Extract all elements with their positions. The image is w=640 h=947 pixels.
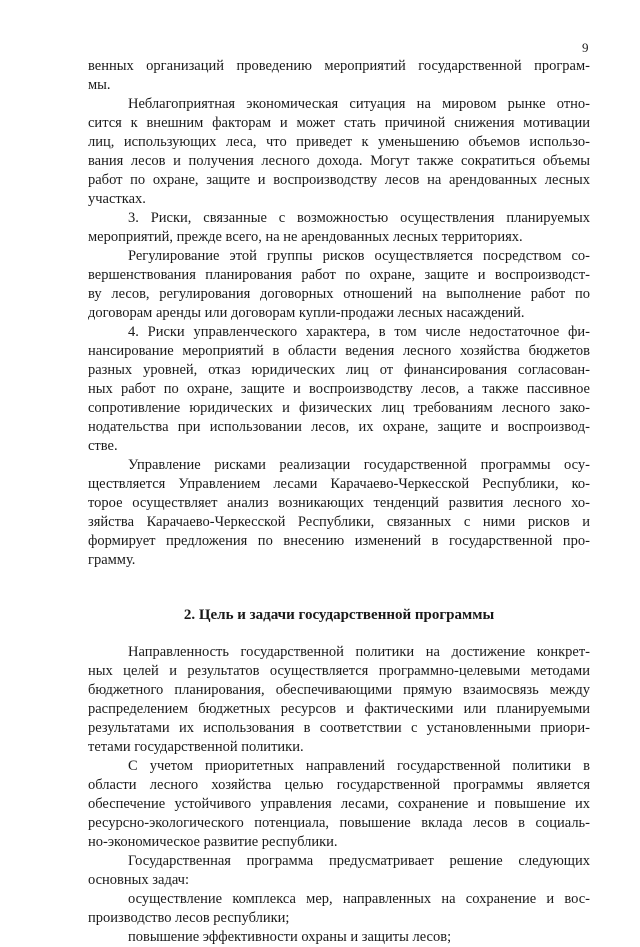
text-line: ных целей и результатов осуществляется программно-целевыми методами xyxy=(88,663,590,679)
text-line: Управление рисками реализации государственной программы осу- xyxy=(128,457,590,473)
paragraph xyxy=(88,928,590,947)
text-line: грамму. xyxy=(88,552,136,568)
text-line: зяйства Карачаево-Черкесской Республики, связанных с ними рисков и xyxy=(88,514,590,530)
paragraph xyxy=(88,95,590,209)
text-line: результатами их использования в соответствии с установленными приори- xyxy=(88,720,590,736)
text-line: ву лесов, регулирования договорных отношений на выполнение работ по xyxy=(88,286,590,302)
paragraph xyxy=(88,643,590,757)
text-line: мероприятий, прежде всего, на не арендованных лесных территориях. xyxy=(88,229,523,245)
text-line: основных задач: xyxy=(88,872,189,888)
text-line: ных работ по охране, защите и воспроизводству лесов, а также пассивное xyxy=(88,381,590,397)
paragraph xyxy=(88,852,590,890)
text-line: тетами государственной политики. xyxy=(88,739,304,755)
text-line: повышение эффективности охраны и защиты лесов; xyxy=(128,929,452,945)
text-line: но-экономическое развитие республики. xyxy=(88,834,338,850)
paragraph xyxy=(88,247,590,323)
text-line: работ по охране, защите и воспроизводству лесов на арендованных лесных xyxy=(88,172,590,188)
paragraph xyxy=(88,757,590,852)
paragraph xyxy=(88,57,590,95)
text-line: 4. Риски управленческого характера, в том числе недостаточное фи- xyxy=(128,324,590,340)
paragraph xyxy=(88,890,590,928)
text-line: распределением бюджетных ресурсов и фактическими или планируемыми xyxy=(88,701,590,717)
paragraph xyxy=(88,209,590,247)
text-line: договорам аренды или договорам купли-продажи лесных насаждений. xyxy=(88,305,525,321)
text-line: участках. xyxy=(88,191,146,207)
text-line: мы. xyxy=(88,77,111,93)
text-line: С учетом приоритетных направлений государственной политики в xyxy=(128,758,590,774)
paragraph xyxy=(88,456,590,570)
text-line: Направленность государственной политики на достижение конкрет- xyxy=(128,644,590,660)
text-line: сопротивление юридических и физических лиц требованиям лесного зако- xyxy=(88,400,590,416)
section-heading: 2. Цель и задачи государственной программы xyxy=(183,607,495,623)
text-line: 3. Риски, связанные с возможностью осуществления планируемых xyxy=(128,210,590,226)
text-line: Государственная программа предусматривает решение следующих xyxy=(128,853,590,869)
text-line: сится к внешним факторам и может стать причиной снижения мотивации xyxy=(88,115,590,131)
text-line: стве. xyxy=(88,438,118,454)
text-line: ресурсно-экологического потенциала, повышение вклада лесов в социаль- xyxy=(88,815,590,831)
text-line: осуществление комплекса мер, направленных на сохранение и вос- xyxy=(128,891,590,907)
text-line: Регулирование этой группы рисков осуществляется посредством со- xyxy=(128,248,590,264)
text-line: венных организаций проведению мероприятий государственной програм- xyxy=(88,58,590,74)
text-line: области лесного хозяйства целью государственной программы является xyxy=(88,777,590,793)
text-line: вершенствования планирования работ по охране, защите и воспроизводст- xyxy=(88,267,590,283)
page-number: 9 xyxy=(582,40,589,55)
text-line: нодательства при использовании лесов, их охране, защите и воспроизвод- xyxy=(88,419,590,435)
text-line: лиц, использующих леса, что приведет к уменьшению объемов использо- xyxy=(88,134,590,150)
paragraph xyxy=(88,323,590,456)
page-body xyxy=(88,57,590,947)
text-line: бюджетного планирования, обеспечивающими прямую взаимосвязь между xyxy=(88,682,590,698)
text-line: вания лесов и получения лесного дохода. Могут также сократиться объемы xyxy=(88,153,590,169)
text-line: Неблагоприятная экономическая ситуация на мировом рынке отно- xyxy=(128,96,590,112)
text-line: нансирование мероприятий в области ведения лесного хозяйства бюджетов xyxy=(88,343,590,359)
text-line: производство лесов республики; xyxy=(88,910,290,926)
risk-section-text xyxy=(88,57,590,570)
text-line: ществляется Управлением лесами Карачаево-Черкесской Республики, ко- xyxy=(88,476,590,492)
text-line: обеспечение устойчивого управления лесами, сохранение и повышение их xyxy=(88,796,590,812)
text-line: торое осуществляет анализ возникающих тенденций развития лесного хо- xyxy=(88,495,590,511)
text-line: формирует предложения по внесению изменений в государственной про- xyxy=(88,533,590,549)
text-line: разных уровней, отказ юридических лиц от финансирования согласован- xyxy=(88,362,590,378)
goals-section-text xyxy=(88,643,590,947)
